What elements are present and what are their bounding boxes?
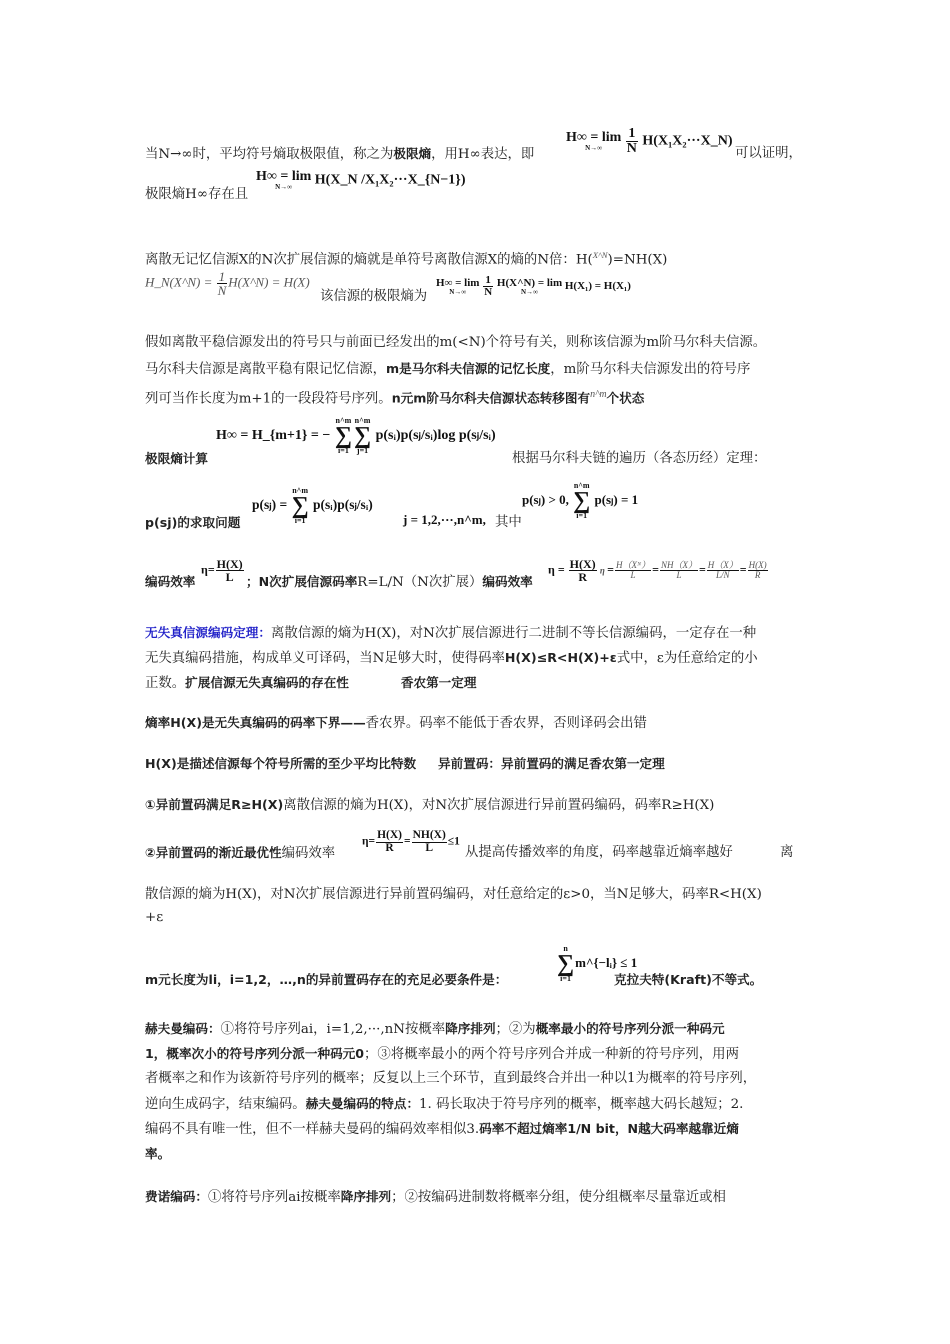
frac-num: H(X) <box>377 829 403 841</box>
text: 逆向生成码字，结束编码。 <box>145 1097 306 1112</box>
frac-den: R <box>748 570 768 580</box>
frac-den: R <box>569 570 597 583</box>
bold-term: H(X)≤R<H(X)+ε <box>504 650 617 665</box>
superscript: n^m <box>590 389 607 400</box>
equation-limit-entropy-2 <box>256 170 465 191</box>
equation-index: j = 1,2,···,n^m, <box>403 512 486 527</box>
eq-rhs: p(sᵢ)p(sⱼ/sᵢ) <box>313 497 373 513</box>
p12-line2: +ε <box>145 910 164 925</box>
eq-rhs: H(X₁X₂···X_N) <box>642 133 733 149</box>
text: 列可当作长度为m+1的一段段符号序列。 <box>145 391 392 407</box>
sum-top: n^m <box>573 481 590 490</box>
eq-rhs: p(sᵢ)p(sⱼ/sᵢ)log p(sⱼ/sᵢ) <box>375 428 496 444</box>
bold-term: 编码效率 <box>145 574 196 589</box>
bold-term: 降序排列 <box>340 1189 392 1204</box>
p14-line4 <box>145 1094 810 1114</box>
equation-markov-entropy: H∞ = H_{m+1} = − n^m ∑ i=1 n^m ∑ j=1 p(sᵢ)p(sⱼ/sᵢ)log p(sⱼ/sᵢ) <box>216 416 496 456</box>
p11-tail: 从提高传播效率的角度，码率越靠近熵率越好 <box>465 845 733 860</box>
text: ；②为 <box>495 1022 536 1037</box>
p11-end: 离 <box>780 845 794 860</box>
equation-efficiency-bound: η= $\frac{H(X)}{R}$ = $\frac{NH(X)}{L}$ ≤1 <box>362 829 460 854</box>
text: R=L/N（N次扩展） <box>357 575 483 590</box>
superscript: X^N <box>592 250 608 260</box>
text: 1. 码长取决于符号序列的概率，概率越大码长越短；2. <box>419 1097 744 1112</box>
equation-efficiency <box>201 558 245 583</box>
frac-num: NH（X） <box>660 560 697 570</box>
bold-term: 香农第一定理 <box>400 675 477 690</box>
p14-line2 <box>145 1044 810 1064</box>
frac-den: L <box>412 842 447 855</box>
eq-lhs: p(sⱼ) = <box>252 497 291 513</box>
bold-term: 1，概率次小的符号序列分派一种码元0 <box>145 1046 365 1061</box>
sum-bottom: i=1 <box>294 516 306 526</box>
text: 离散信源的熵为H(X)，对N次扩展信源进行异前置码编码，码率R≥H(X) <box>283 798 715 813</box>
p14-line6 <box>145 1144 810 1164</box>
equation-limit-entropy-3 <box>436 275 631 298</box>
text: ，用H∞表达，即 <box>431 147 535 162</box>
frac-den: R <box>376 842 403 855</box>
p15-line <box>145 1187 810 1207</box>
frac-num: 1 <box>218 269 226 284</box>
frac-den: L <box>615 570 651 580</box>
p2-line1 <box>145 246 810 269</box>
bold-term: ；N次扩展信源码率 <box>246 574 358 589</box>
p1-line1-tail: 可以证明， <box>735 146 802 161</box>
bold-term: 赫夫曼编码： <box>145 1021 221 1036</box>
bold-term: 编码效率 <box>482 574 533 589</box>
frac-num: H(X) <box>748 560 767 570</box>
text: ①将符号序列ai按概率 <box>207 1190 341 1205</box>
p14-line5 <box>145 1119 810 1139</box>
p13-tail <box>614 970 814 990</box>
eq-rhs: H(X_N /X₁X₂···X_{N−1}) <box>314 172 466 188</box>
bold-term: 熵率H(X)是无失真编码的码率下界—— <box>145 715 366 730</box>
eta: η= <box>201 562 215 577</box>
eq-lhs: H∞ = lim <box>566 130 622 145</box>
text: ①将符号序列ai，i=1,2,···,nN按概率 <box>220 1022 446 1037</box>
text: ；②按编码进制数将概率分组，使分组概率尽量靠近或相 <box>391 1190 726 1205</box>
p3-line2 <box>145 359 810 379</box>
bold-term: ②异前置码的渐近最优性 <box>145 845 282 860</box>
text: 编码效率 <box>281 846 336 861</box>
bold-term: H(X)是描述信源每个符号所需的至少平均比特数 <box>145 756 417 771</box>
text: 香农界。码率不能低于香农界，否则译码会出错 <box>365 716 647 731</box>
p12-line1: 散信源的熵为H(X)，对N次扩展信源进行异前置码编码，对任意给定的ε>0，当N足够大，码率R<H(X) <box>145 887 762 902</box>
eq-lhs: H∞ = lim <box>256 169 312 184</box>
eq-rhs: H(X₁) = H(X₁) <box>564 280 631 293</box>
text: 当N→∞时，平均符号熵取极限值，称之为 <box>145 147 394 162</box>
text: 编码不具有唯一性，但不一样赫夫曼码的编码效率相似3. <box>145 1122 480 1137</box>
eta: η = <box>548 562 568 577</box>
eq-under: N→∞ <box>520 287 539 296</box>
sum-top: n^m <box>292 486 308 495</box>
text: )=NH(X) <box>607 252 668 268</box>
eq-under: N→∞ <box>449 287 467 296</box>
bold-term: ①异前置码满足R≥H(X) <box>145 797 284 812</box>
sum-top: n^m <box>335 416 352 425</box>
p14-line1 <box>145 1019 810 1039</box>
eq-lhs: H_N(X^N) = <box>145 274 216 290</box>
bold-term: 极限熵计算 <box>145 451 208 466</box>
p1-line2: 极限熵H∞存在且 <box>145 187 249 202</box>
p7-line2 <box>145 648 810 668</box>
eq-rhs: m^{−lᵢ} ≤ 1 <box>575 954 638 970</box>
frac-num: H(X) <box>216 557 243 571</box>
eq-under: N→∞ <box>585 144 603 152</box>
bold-term: 码率不超过熵率1/N bit，N越大码率越靠近熵 <box>479 1121 739 1136</box>
p10-line <box>145 795 810 815</box>
frac-den: L <box>660 570 698 580</box>
sum-top: n^m <box>354 416 371 425</box>
bold-term: 降序排列 <box>445 1021 496 1036</box>
frac-den: N <box>217 283 227 298</box>
bold-term: m是马尔科夫信源的记忆长度 <box>386 361 551 376</box>
frac-num: H（X） <box>707 560 738 570</box>
bold-term: 费诺编码： <box>145 1189 208 1204</box>
frac-den: L/N <box>707 570 739 580</box>
p6-middle <box>246 572 566 592</box>
p3-line1: 假如离散平稳信源发出的符号只与前面已经发出的m(<N)个符号有关，则称该信源为m阶马尔科夫信源。 <box>145 335 767 350</box>
p7-line3 <box>145 673 810 693</box>
p9-line <box>145 754 810 774</box>
text: 离散信源的熵为H(X)，对N次扩展信源进行二进制不等长信源编码，一定存在一种 <box>270 626 757 641</box>
sum-bottom: j=1 <box>356 446 369 456</box>
text: ；③将概率最小的两个符号序列合并成一种新的符号序列，用两 <box>364 1047 739 1062</box>
bold-term: m元长度为li，i=1,2，…,n的异前置码存在的充足必要条件是： <box>145 972 508 987</box>
eq-mid: H(X^N) = lim <box>496 276 563 289</box>
text: 离散无记忆信源X的N次扩展信源的熵就是单符号离散信源X的熵的N倍：H( <box>145 252 593 268</box>
bold-term: 异前置码：异前置码的满足香农第一定理 <box>438 756 665 771</box>
bold-term: p(sj)的求取问题 <box>145 515 241 530</box>
frac-den: N <box>626 141 637 156</box>
sum-bottom: i=1 <box>560 974 571 984</box>
frac-num: 1 <box>628 126 636 141</box>
sum-bottom: i=1 <box>338 446 349 456</box>
frac-num: H（Xᴺ） <box>615 560 651 570</box>
text: 正数。 <box>145 676 186 691</box>
equation-efficiency-chain: η = $\frac{H(X)}{R}$ η = $\frac{\text{H（Xᴺ）}}{L}$ = $\frac{NH(X)}{L}$ = $\frac{H(X)}{L/N}$ = $\frac{H(X)}{R}$ <box>548 557 767 584</box>
sum-bottom: i=1 <box>576 511 588 521</box>
frac-den: L <box>216 570 244 583</box>
p7-line1 <box>145 623 810 643</box>
eq-lhs: H∞ = H_{m+1} = − <box>216 428 331 444</box>
text: 式中，ε为任意给定的小 <box>616 651 758 666</box>
bold-term: 概率最小的符号序列分派一种码元 <box>535 1021 725 1036</box>
eq-lhs: p(sⱼ) > 0, <box>522 491 569 507</box>
eta: η= <box>362 835 376 848</box>
bold-term: 赫夫曼编码的特点： <box>305 1096 420 1111</box>
bold-term: 极限熵 <box>393 146 432 161</box>
p8-line <box>145 713 810 733</box>
p2-line2-text: 该信源的极限熵为 <box>320 289 428 304</box>
frac-den: N <box>484 286 493 298</box>
bold-term: 克拉夫特(Kraft)不等式。 <box>614 972 763 987</box>
equation-limit-entropy <box>566 127 732 156</box>
text: ，m阶马尔科夫信源发出的符号序 <box>550 362 751 377</box>
p14-line3: 者概率之和作为该新符号序列的概率；反复以上三个环节，直到最终合并出一种以1为概率的符号序列， <box>145 1071 757 1086</box>
text: 无失真编码措施，构成单义可译码，当N足够大时，使得码率 <box>145 651 505 666</box>
equation-hn <box>145 270 310 297</box>
text: 马尔科夫信源是离散平稳有限记忆信源， <box>145 362 387 377</box>
eq-rhs: ≤1 <box>447 835 460 848</box>
bold-term: 率。 <box>145 1146 171 1161</box>
theorem-title: 无失真信源编码定理： <box>145 625 271 640</box>
p5-mid: 其中 <box>495 515 522 530</box>
bold-term: 个状态 <box>606 390 645 406</box>
eq-rhs: p(sⱼ) = 1 <box>594 491 639 507</box>
eq-under: N→∞ <box>275 183 293 191</box>
equation-constraint: p(sⱼ) > 0, n^m ∑ i=1 p(sⱼ) = 1 <box>522 481 639 521</box>
bold-term: 扩展信源无失真编码的存在性 <box>185 675 349 690</box>
p4-tail: 根据马尔科夫链的遍历（各态历经）定理： <box>512 451 767 466</box>
eq-rhs: H(X^N) = H(X) <box>228 274 310 290</box>
frac-num: NH(X) <box>412 829 446 841</box>
p3-line3 <box>145 385 810 408</box>
equation-stationary: p(sⱼ) = n^m ∑ i=1 p(sᵢ)p(sⱼ/sᵢ) <box>252 486 373 526</box>
frac-num: 1 <box>485 274 491 286</box>
frac-num: H(X) <box>569 557 596 571</box>
equation-kraft: n ∑ i=1 m^{−lᵢ} ≤ 1 <box>557 944 638 984</box>
eq-lhs: H∞ = lim <box>436 276 480 289</box>
bold-term: n元m阶马尔科夫信源状态转移图有 <box>391 390 591 406</box>
sum-top: n <box>563 944 568 953</box>
